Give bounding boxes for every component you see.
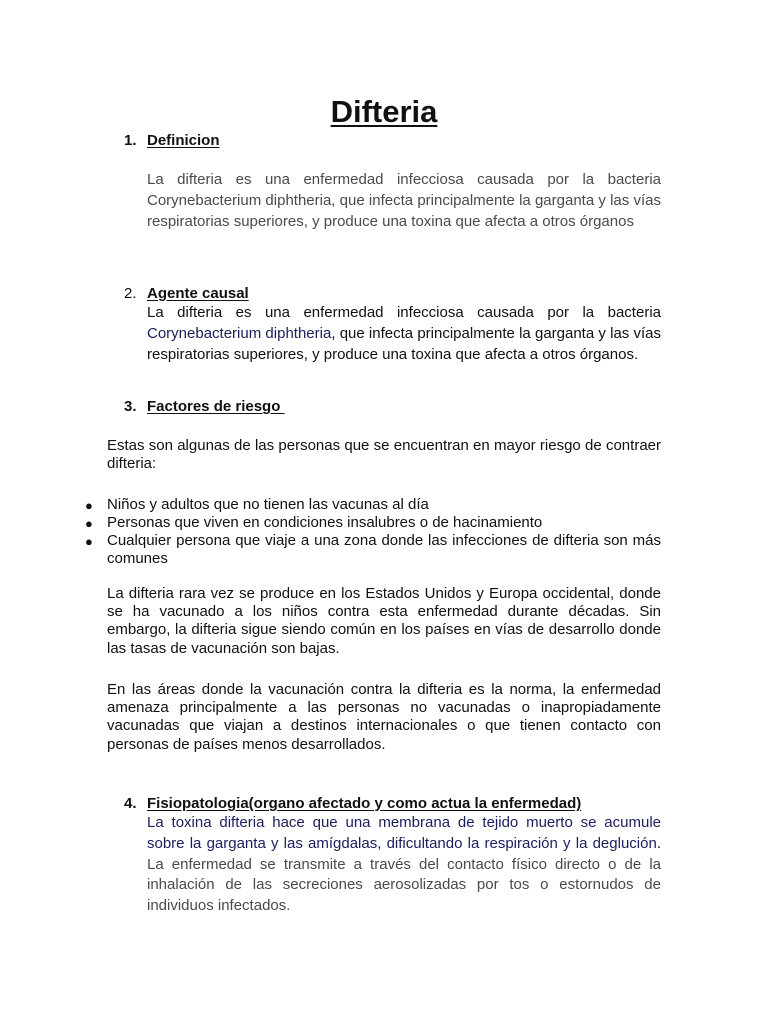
section-3-paragraph-1: La difteria rara vez se produce en los Estados Unidos y Europa occidental, donde se ha vacunado a los niños contra esta enfermedad durante décadas. Sin embargo, la difteria sigue siendo común en los países en vías de desarrollo donde las tasas de vacunación son bajas. bbox=[107, 585, 661, 657]
document-title: Difteria bbox=[330, 94, 438, 129]
section-3-heading: Factores de riesgo bbox=[147, 398, 285, 415]
list-item: Niños y adultos que no tienen las vacunas al día bbox=[107, 496, 429, 513]
section-4-number: 4. bbox=[124, 795, 137, 812]
list-item: Cualquier persona que viaje a una zona donde las infecciones de difteria son más comunes bbox=[107, 532, 661, 568]
section-4-body-highlight: La toxina difteria hace que una membrana de tejido muerto se acumule sobre la garganta y las amígdalas, dificultando la respiración y la deglución bbox=[147, 814, 661, 852]
section-1-heading: Definicion bbox=[147, 132, 220, 149]
section-2-body-end: , que infecta principalmente la garganta y las vías respiratorias superiores, y produce una toxina que afecta a otros órganos. bbox=[147, 324, 662, 363]
section-4-body-rest: La enfermedad se transmite a través del contacto físico directo o de la inhalación de las secreciones aerosolizadas por tos o estornudos de individuos infectados. bbox=[147, 855, 661, 915]
section-1-number: 1. bbox=[124, 132, 137, 149]
section-3-intro: Estas son algunas de las personas que se encuentran en mayor riesgo de contraer difteria: bbox=[107, 437, 661, 473]
list-item: Personas que viven en condiciones insalubres o de hacinamiento bbox=[107, 514, 543, 531]
section-2-body-start: La difteria es una enfermedad infecciosa causada por la bacteria bbox=[147, 304, 661, 321]
section-2-heading: Agente causal bbox=[147, 285, 249, 302]
bullet-icon: ● bbox=[85, 516, 93, 531]
section-4-body-dot: . bbox=[656, 834, 661, 852]
bacteria-name: Corynebacterium diphtheria bbox=[147, 324, 332, 342]
bullet-icon: ● bbox=[85, 498, 93, 513]
section-4-body bbox=[147, 813, 661, 917]
section-2-body bbox=[147, 303, 661, 365]
section-2-number: 2. bbox=[124, 285, 137, 302]
section-1-body: La difteria es una enfermedad infecciosa causada por la bacteria Corynebacterium diphtheria, que infecta principalmente la garganta y las vías respiratorias superiores, y produce una toxina que afecta a otros órganos bbox=[147, 171, 661, 230]
section-3-paragraph-2: En las áreas donde la vacunación contra la difteria es la norma, la enfermedad amenaza principalmente a las personas no vacunadas o inapropiadamente vacunadas que viajan a destinos internacionales o que tienen contacto con personas de países menos desarrollados. bbox=[107, 681, 661, 753]
section-3-number: 3. bbox=[124, 398, 137, 415]
bullet-icon: ● bbox=[85, 534, 93, 549]
section-4-heading: Fisiopatologia(organo afectado y como actua la enfermedad) bbox=[147, 795, 582, 812]
